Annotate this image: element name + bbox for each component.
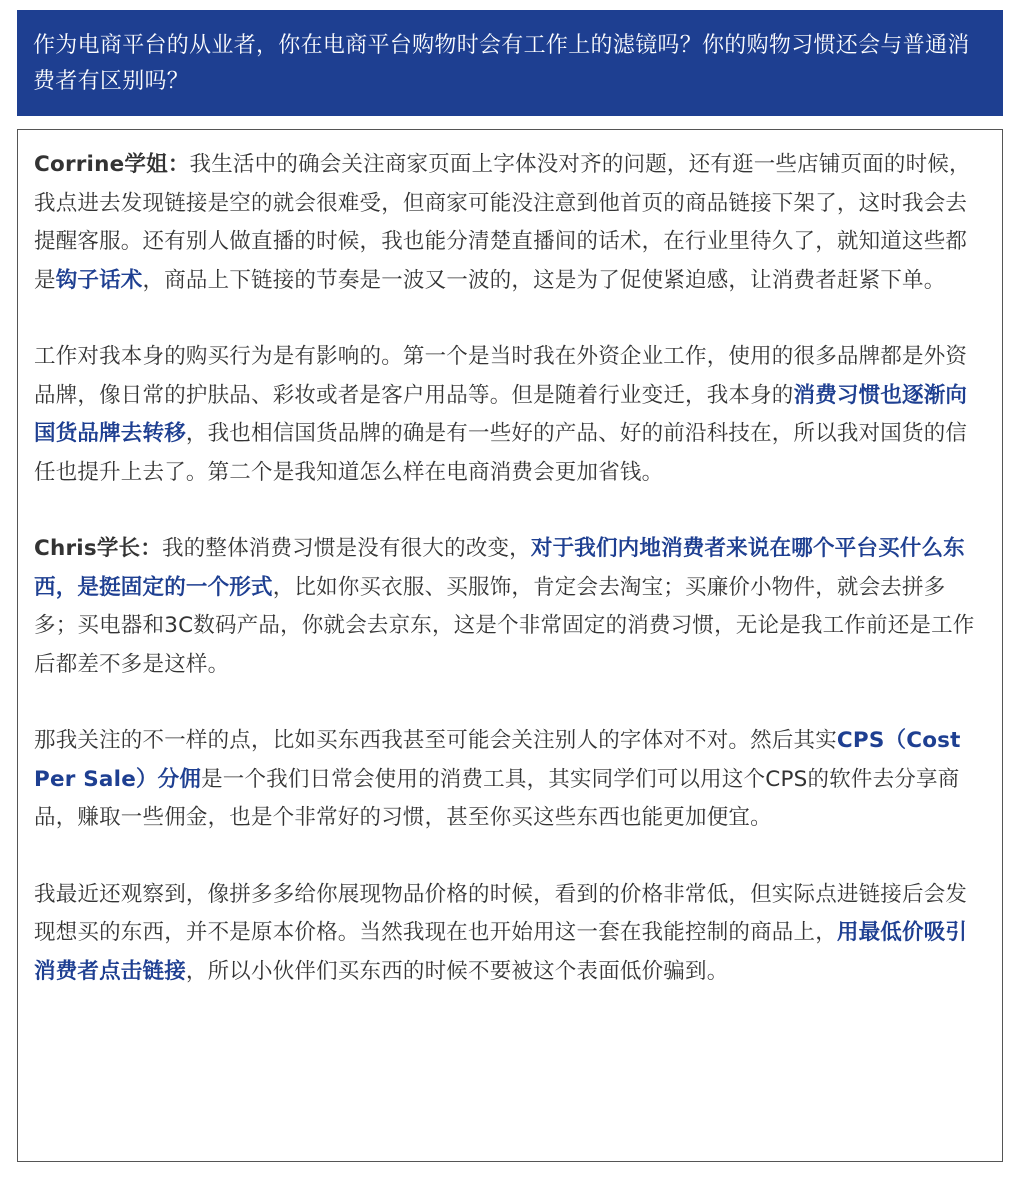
highlight-text: 用最低价吸引消费者点击链接 — [34, 920, 968, 984]
paragraph-text: 是一个我们日常会使用的消费工具，其实同学们可以用这个CPS的软件去分享商品，赚取一些佣金，也是个非常好的习惯，甚至你买这些东西也能更加便宜。 — [34, 766, 960, 830]
speaker-name: Chris学长 — [34, 536, 141, 561]
speaker-name: Corrine学姐 — [34, 152, 168, 177]
answer-paragraph-3 — [34, 530, 986, 684]
highlight-text: 钩子话术 — [55, 267, 143, 293]
answer-paragraph-5 — [34, 876, 986, 992]
paragraph-text: ，所以小伙伴们买东西的时候不要被这个表面低价骗到。 — [185, 958, 729, 984]
speaker-separator: ： — [140, 536, 162, 561]
paragraph-text: 我生活中的确会关注商家页面上字体没对齐的问题，还有逛一些店铺页面的时候，我点进去发现链接是空的就会很难受，但商家可能没注意到他首页的商品链接下架了，这时我会去提醒客服。还有别人做直播的时候，我也能分清楚直播间的话术，在行业里待久了，就知道这些都是 — [34, 152, 971, 293]
highlight-text: 对于我们内地消费者来说在哪个平台买什么东西，是挺固定的一个形式 — [34, 536, 965, 600]
paragraph-text: 我最近还观察到，像拼多多给你展现物品价格的时候，看到的价格非常低，但实际点进链接后会发现想买的东西，并不是原本价格。当然我现在也开始用这一套在我能控制的商品上， — [34, 881, 968, 945]
answer-paragraph-4 — [34, 722, 986, 838]
question-banner — [17, 10, 1003, 116]
highlight-text: CPS（Cost Per Sale）分佣 — [34, 728, 961, 792]
answer-paragraph-1 — [34, 146, 986, 300]
answer-paragraph-2 — [34, 338, 986, 492]
paragraph-text: 我的整体消费习惯是没有很大的改变， — [161, 536, 531, 561]
question-text: 作为电商平台的从业者，你在电商平台购物时会有工作上的滤镜吗？你的购物习惯还会与普通消费者有区别吗？ — [33, 33, 970, 94]
paragraph-text: ，比如你买衣服、买服饰，肯定会去淘宝；买廉价小物件，就会去拼多多；买电器和3C数码产品，你就会去京东，这是个非常固定的消费习惯，无论是我工作前还是工作后都差不多是这样。 — [34, 574, 975, 677]
paragraph-text: 工作对我本身的购买行为是有影响的。第一个是当时我在外资企业工作，使用的很多品牌都是外资品牌，像日常的护肤品、彩妆或者是客户用品等。但是随着行业变迁，我本身的 — [34, 344, 968, 408]
paragraph-text: ，商品上下链接的节奏是一波又一波的，这是为了促使紧迫感，让消费者赶紧下单。 — [142, 267, 946, 293]
paragraph-text: ，我也相信国货品牌的确是有一些好的产品、好的前沿科技在，所以我对国货的信任也提升上去了。第二个是我知道怎么样在电商消费会更加省钱。 — [34, 421, 968, 485]
speaker-separator: ： — [167, 152, 190, 177]
answer-box — [17, 129, 1003, 1162]
paragraph-text: 那我关注的不一样的点，比如买东西我甚至可能会关注别人的字体对不对。然后其实 — [34, 728, 837, 753]
highlight-text: 消费习惯也逐渐向国货品牌去转移 — [34, 382, 968, 446]
